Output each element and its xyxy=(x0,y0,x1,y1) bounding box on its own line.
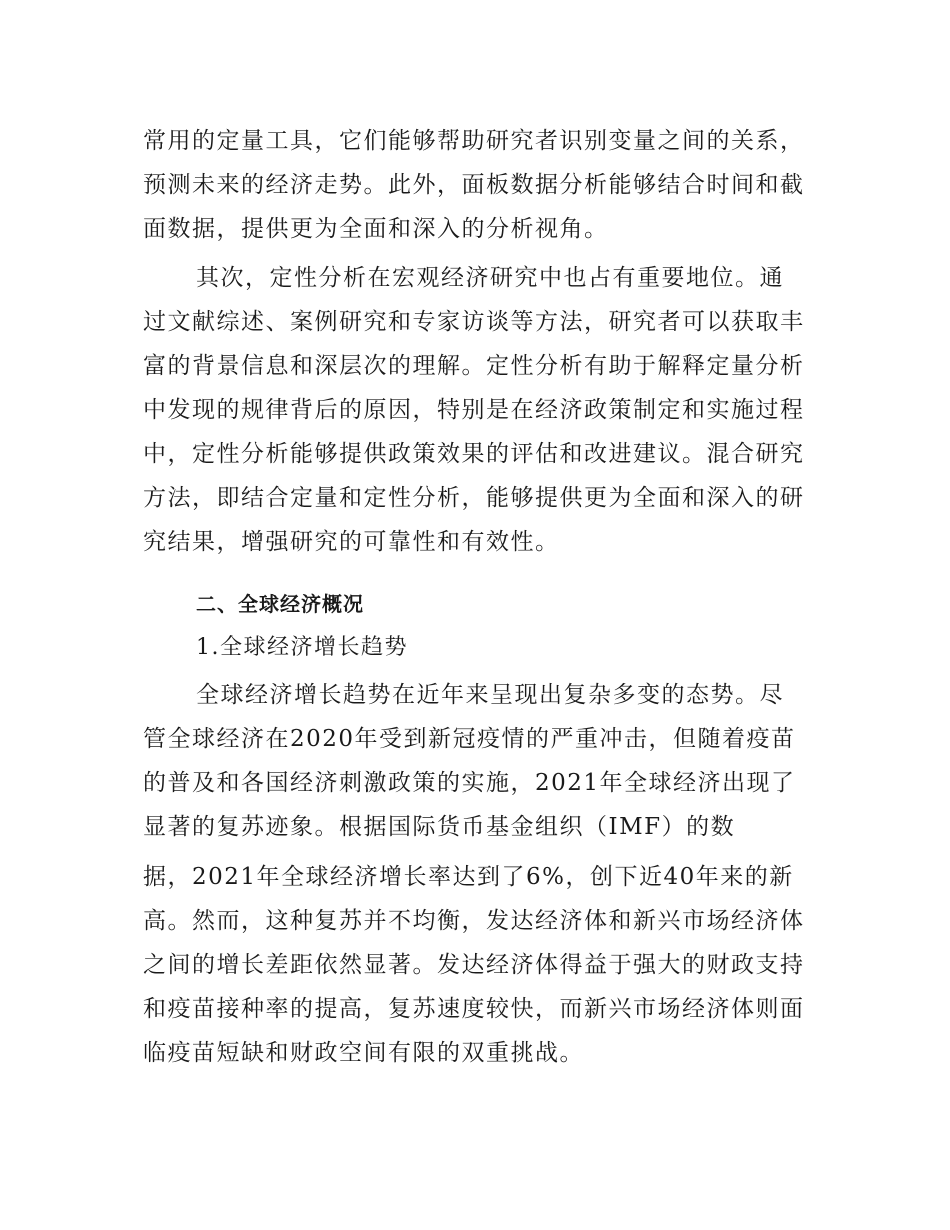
subsection-heading: 1.全球经济增长趋势 xyxy=(196,635,408,660)
text-line: 预测未来的经济走势。此外，面板数据分析能够结合时间和截 xyxy=(143,172,805,198)
text-line: 富的背景信息和深层次的理解。定性分析有助于解释定量分析 xyxy=(143,353,805,379)
text-line: 临疫苗短缺和财政空间有限的双重挑战。 xyxy=(143,1040,584,1066)
text-line: 的普及和各国经济刺激政策的实施，2021年全球经济出现了 xyxy=(143,770,796,796)
text-line: 面数据，提供更为全面和深入的分析视角。 xyxy=(143,216,609,242)
text-line: 过文献综述、案例研究和专家访谈等方法，研究者可以获取丰 xyxy=(143,309,805,335)
text-line: 高。然而，这种复苏并不均衡，发达经济体和新兴市场经济体 xyxy=(143,908,805,934)
text-line: 中，定性分析能够提供政策效果的评估和改进建议。混合研究 xyxy=(143,441,805,467)
text-line: 究结果，增强研究的可靠性和有效性。 xyxy=(143,529,560,555)
text-line: 全球经济增长趋势在近年来呈现出复杂多变的态势。尽 xyxy=(196,682,784,708)
text-line: 据，2021年全球经济增长率达到了6%，创下近40年来的新 xyxy=(143,864,794,890)
text-line: 显著的复苏迹象。根据国际货币基金组织（IMF）的数 xyxy=(143,814,736,840)
section-heading: 二、全球经济概况 xyxy=(196,592,364,616)
text-line: 其次，定性分析在宏观经济研究中也占有重要地位。通 xyxy=(196,265,784,291)
text-line: 常用的定量工具，它们能够帮助研究者识别变量之间的关系， xyxy=(143,128,805,154)
text-line: 和疫苗接种率的提高，复苏速度较快，而新兴市场经济体则面 xyxy=(143,996,805,1022)
text-line: 方法，即结合定量和定性分析，能够提供更为全面和深入的研 xyxy=(143,485,805,511)
text-line: 管全球经济在2020年受到新冠疫情的严重冲击，但随着疫苗 xyxy=(143,726,796,752)
text-line: 之间的增长差距依然显著。发达经济体得益于强大的财政支持 xyxy=(143,952,805,978)
text-line: 中发现的规律背后的原因，特别是在经济政策制定和实施过程 xyxy=(143,397,805,423)
